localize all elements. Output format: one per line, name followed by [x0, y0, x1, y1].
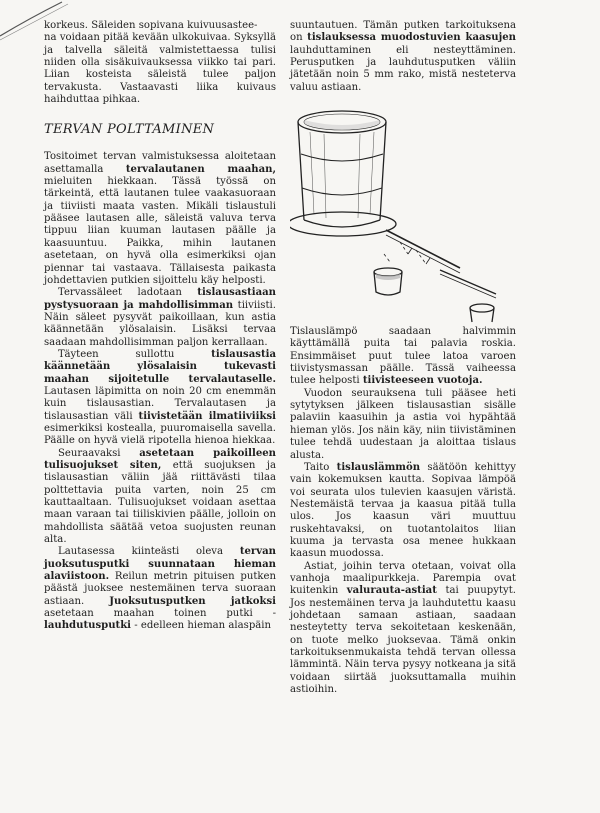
paragraph-intro: na voidaan pitää kevään ulkokuivaa. Syksyllä ja talvella säleitä valmistettaessa tulisi niiden olla sisäkuivauksessa viikko tai pari. Liian kosteista säleistä tulee paljon tervakustа. Vastaavasti liika kuivaus haihduttaa pihkaa. — [44, 32, 276, 106]
paragraph-saleet: Tervassäleet ladotaan tislausastiaan pystysuoraan ja mahdollisimman tiiviisti. Näin säleet pysyvät paikoillaan, kun astia käännetään ylösalaisin. Lisäksi tervaa saadaan mahdollisimman paljon kerrallaan. — [44, 287, 276, 348]
paragraph-vuoto: Vuodon seurauksena tuli pääsee heti sytytyksen jälkeen tislausastian sisälle palaviin kaasuihin ja astia voi hypähtää hieman ylös. Jos näin käy, niin tiivistäminen tulee tehdä uudestaan ja aloittaa tislaus alusta. — [290, 387, 516, 461]
barrel-drawing — [290, 102, 516, 324]
left-column — [44, 20, 276, 633]
paragraph-astiat: Astiat, joihin terva otetaan, voivat olla vanhoja maalipurkkeja. Parempia ovat kuitenkin valurauta-astiat tai puupytyt. Jos nestemäinen terva ja lauhdutettu kaasu johdetaan samaan astiaan, saadaan nesteytetty terva sekoitetaan keskenään, on tuote melko juoksevaa. Tämä onkin tarkoituksenmukaista tehdä tervan ollessa lämmintä. Näin terva pysyy notkeana ja sitä voidaan siirtää juoksuttamalla muihin astioihin. — [290, 560, 516, 696]
condenser-pipe — [440, 270, 496, 294]
drain-pipe — [386, 230, 460, 268]
tar-kiln-illustration — [290, 102, 516, 324]
paragraph-tislausastia: Täyteen sullottu tislausastia käännetään ylösalaisin tukevasti maahan sijoitetulle tervalautaselle. Lautasen läpimitta on noin 20 cm enemmän kuin tislausastian. Tervalautasen ja tislausastian väli tiivistetään ilmatiiviiksi esimerkiksi kostealla, puuromaisella savella. Päälle on hyvä vielä ripotella hienoa hiekkaa. — [44, 348, 276, 447]
paragraph-tulisuojukset: Seuraavaksi asetetaan paikoilleen tulisuojukset siten, että suojuksen ja tislausastian väliin jää riittävästi tilaa polttettavia puita varten, noin 25 cm kauttaaltaan. Tulisuojukset voidaan asettaa maan varaan tai tiiliskivien päälle, jolloin on mahdollista säätää vetoa suojusten reunan alta. — [44, 447, 276, 546]
paragraph-intro-line: korkeus. Säleiden sopivana kuivuusastee- — [44, 20, 258, 31]
paragraph-lauhdutus: suuntautuen. Tämän putken tarkoituksena on tislauksessa muodostuvien kaasujen lauhduttaminen eli nesteyttäminen. Perusputken ja lauhdutusputken väliin jätetään noin 5 mm rako, mistä nesteterva valuu astiaan. — [290, 20, 516, 93]
section-heading: TERVAN POLTTAMINEN — [44, 122, 215, 138]
paragraph-juoksutusputki: Lautasessa kiinteästi oleva tervan juoksutusputki suunnataan hieman alaviistoon. Reilun metrin pituisen putken päästä juoksee nestemäinen terva suoraan astiaan. Juoksutusputken jatkoksi asetetaan maahan toinen putki - lauhdutusputki - edelleen hieman alaspäin — [44, 546, 276, 632]
paragraph-tervalautanen: Tositoimet tervan valmistuksessa aloitetaan asettamalla tervalautanen maahan, mieluiten hiekkaan. Tässä työssä on tärkeintä, että lautanen tulee vaakasuoraan ja tiiviisti maata vasten. Mikäli tislaustuli pääsee lautasen alle, säleistä valuva terva tippuu liian kuuman lautasen päälle ja kaasuuntuu. Paikka, mihin lautanen asetetaan, on hyvä olla esimerkiksi ojan piennar tai vastaava. Tällaisesta paikasta johdettavien putkien sijoittelu käy helposti. — [44, 151, 276, 286]
tar-plate — [290, 212, 396, 236]
right-column — [290, 20, 516, 696]
paragraph-saato: Taito tislauslämmön säätöön kehittyy vain kokemuksen kautta. Sopivaa lämpöä voi seurata ulos tulevien kaasujen väristä. Nestemäistä tervaa ja kaasua pitää tulla ulos. Jos kaasun väri muuttuu ruskehtavaksi, on tuotantolaitos liian kuuma ja tervasta osa menee hukkaan kaasun muodossa. — [290, 461, 516, 560]
paragraph-tislauslampo: Tislauslämpö saadaan halvimmin käyttämällä puita tai palavia roskia. Ensimmäiset puut tulee latoa varoen tiivistysmassan päälle. Tässä vaiheessa tulee helposti tiivisteeseen vuotoja. — [290, 326, 516, 387]
